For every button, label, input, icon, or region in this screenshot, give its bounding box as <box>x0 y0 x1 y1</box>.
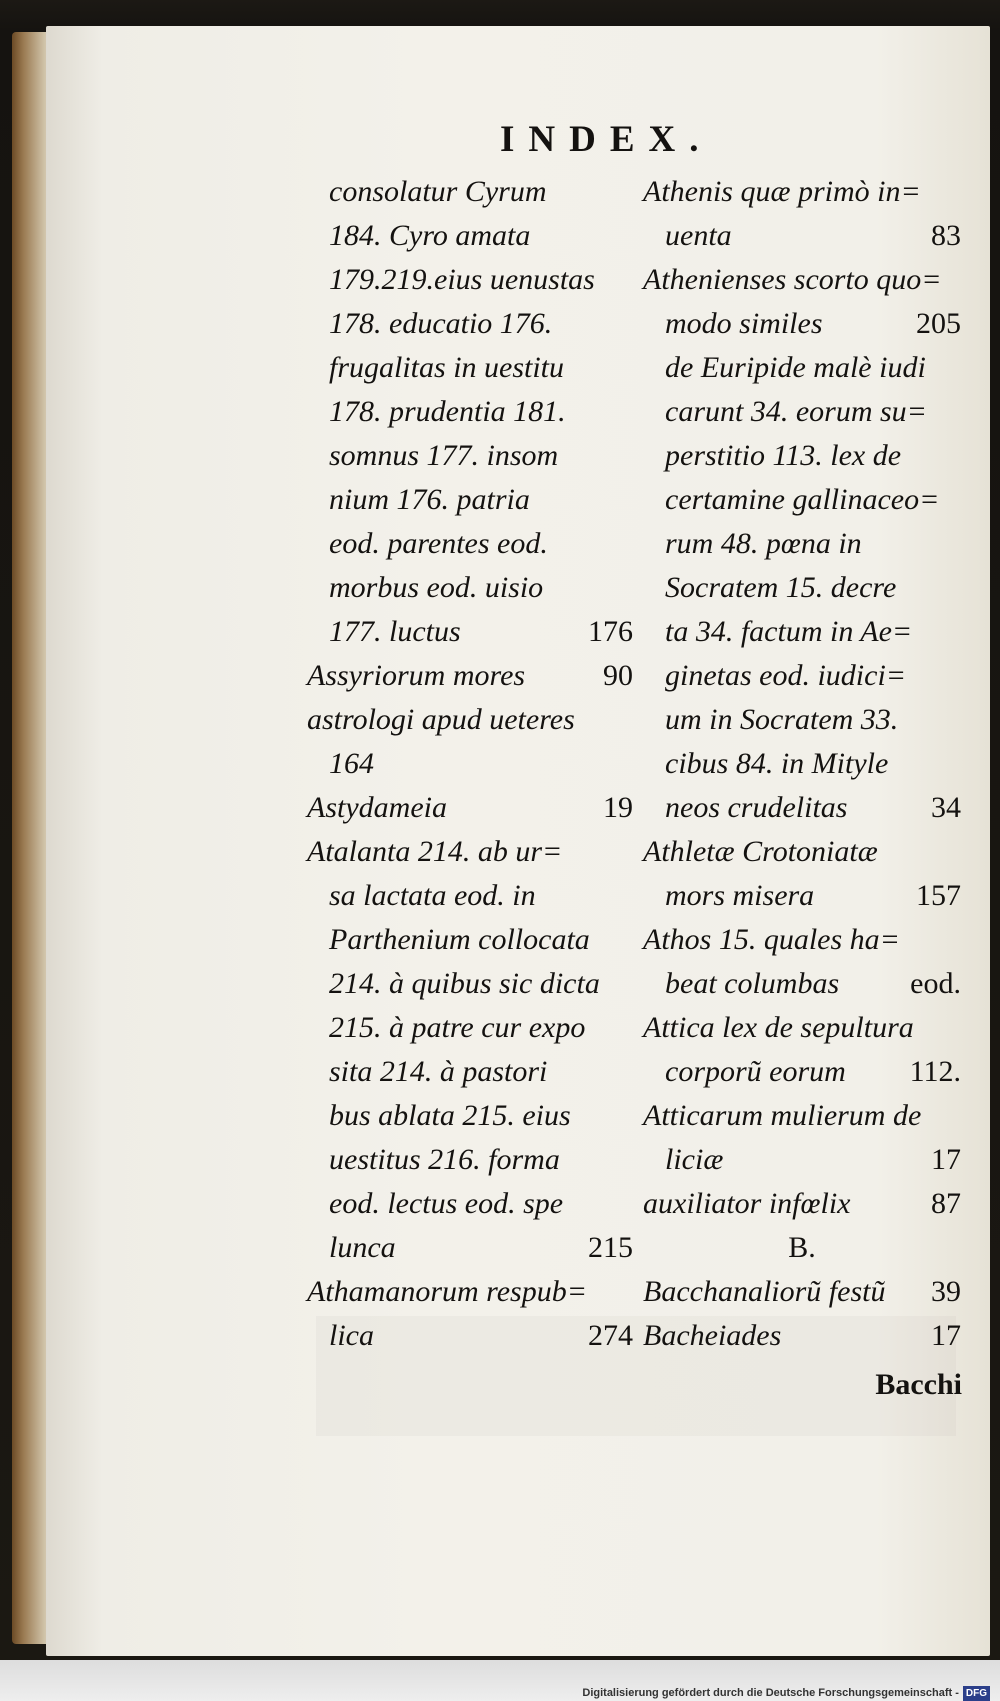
index-page-number: 17 <box>931 1319 961 1352</box>
index-entry-text: beat columbas <box>665 967 840 1000</box>
index-entry-text: auxiliator infœlix <box>643 1187 851 1220</box>
index-line <box>665 522 961 566</box>
index-line <box>665 478 961 522</box>
index-entry-text: eod. lectus eod. spe <box>329 1187 564 1220</box>
index-entry-text: Atalanta 214. ab ur= <box>307 835 563 868</box>
index-entry-text: 214. à quibus sic dicta <box>329 967 600 1000</box>
index-line <box>643 1314 961 1358</box>
index-page-number: 274 <box>588 1319 633 1352</box>
index-line <box>643 1094 961 1138</box>
index-entry-text: somnus 177. insom <box>329 439 559 472</box>
index-line <box>329 742 633 786</box>
index-entry-text: 184. Cyro amata <box>329 219 531 252</box>
footer-text: Digitalisierung gefördert durch die Deutsche Forschungsgemeinschaft - <box>582 1687 959 1699</box>
index-line <box>665 1050 961 1094</box>
index-entry-text: 215. à patre cur expo <box>329 1011 586 1044</box>
index-line <box>665 698 961 742</box>
index-entry-text: 179.219.eius uenustas <box>329 263 595 296</box>
index-line <box>665 1138 961 1182</box>
index-line <box>329 478 633 522</box>
index-entry-text: modo similes <box>665 307 823 340</box>
index-line <box>665 434 961 478</box>
index-page-number: 83 <box>931 219 961 252</box>
index-entry-text: Athamanorum respub= <box>307 1275 587 1308</box>
index-entry-text: liciæ <box>665 1143 724 1176</box>
index-entry-text: Athenis quæ primò in= <box>643 175 921 208</box>
index-line <box>307 654 633 698</box>
index-line <box>665 742 961 786</box>
index-line <box>307 786 633 830</box>
index-entry-text: Atticarum mulierum de <box>643 1099 922 1132</box>
left-column <box>307 170 633 1358</box>
index-entry-text: consolatur Cyrum <box>329 175 547 208</box>
index-entry-text: perstitio 113. lex de <box>665 439 902 472</box>
index-line <box>329 1314 633 1358</box>
index-line <box>329 874 633 918</box>
index-line <box>665 302 961 346</box>
index-entry-text: de Euripide malè iudi <box>665 351 926 384</box>
index-entry-text: uenta <box>665 219 732 252</box>
index-entry-text: Socratem 15. decre <box>665 571 897 604</box>
index-entry-text: Athenienses scorto quo= <box>643 263 942 296</box>
index-line <box>329 302 633 346</box>
index-page-number: 176 <box>588 615 633 648</box>
index-line <box>665 610 961 654</box>
index-entry-text: Athos 15. quales ha= <box>643 923 900 956</box>
index-entry-text: sita 214. à pastori <box>329 1055 548 1088</box>
index-page-number: 90 <box>603 659 633 692</box>
index-entry-text: B. <box>788 1231 816 1264</box>
index-page-number: 112. <box>909 1055 961 1088</box>
index-line <box>329 962 633 1006</box>
index-line <box>329 170 633 214</box>
catchword: Bacchi <box>875 1368 962 1401</box>
index-line <box>643 170 961 214</box>
index-page-number: 34 <box>931 791 961 824</box>
index-entry-text: Athletæ Crotoniatæ <box>643 835 878 868</box>
index-page-number: 39 <box>931 1275 961 1308</box>
index-line <box>329 566 633 610</box>
index-line <box>329 1050 633 1094</box>
index-line <box>307 698 633 742</box>
index-line <box>307 830 633 874</box>
index-line <box>643 1006 961 1050</box>
index-entry-text: lunca <box>329 1231 396 1264</box>
index-line <box>329 1094 633 1138</box>
index-entry-text: Attica lex de sepultura <box>643 1011 914 1044</box>
index-entry-text: ginetas eod. iudici= <box>665 659 907 692</box>
index-line <box>329 214 633 258</box>
index-line <box>665 874 961 918</box>
index-page-number: 215 <box>588 1231 633 1264</box>
index-entry-text: 177. luctus <box>329 615 461 648</box>
index-entry-text: 164 <box>329 747 374 780</box>
index-entry-text: Bacchanaliorũ festũ <box>643 1275 886 1308</box>
index-page-number: eod. <box>910 967 961 1000</box>
index-line <box>329 610 633 654</box>
index-entry-text: 178. educatio 176. <box>329 307 553 340</box>
index-entry-text: astrologi apud ueteres <box>307 703 575 736</box>
index-line <box>665 654 961 698</box>
index-entry-text: eod. parentes eod. <box>329 527 548 560</box>
index-entry-text: mors misera <box>665 879 815 912</box>
index-line <box>643 1182 961 1226</box>
dfg-logo: DFG <box>963 1686 990 1701</box>
index-line <box>329 390 633 434</box>
index-entry-text: corporũ eorum <box>665 1055 846 1088</box>
index-line <box>329 1226 633 1270</box>
index-entry-text: sa lactata eod. in <box>329 879 536 912</box>
index-entry-text: certamine gallinaceo= <box>665 483 940 516</box>
index-entry-text: Astydameia <box>307 791 447 824</box>
index-entry-text: Parthenium collocata <box>329 923 590 956</box>
index-line <box>329 522 633 566</box>
index-entry-text: neos crudelitas <box>665 791 848 824</box>
index-line <box>643 1226 961 1270</box>
index-entry-text: uestitus 216. forma <box>329 1143 560 1176</box>
page-title: INDEX. <box>500 119 713 160</box>
index-line <box>329 346 633 390</box>
index-entry-text: cibus 84. in Mityle <box>665 747 889 780</box>
footer <box>0 1686 990 1701</box>
index-entry-text: Assyriorum mores <box>307 659 526 692</box>
index-entry-text: nium 176. patria <box>329 483 530 516</box>
index-entry-text: Bacheiades <box>643 1319 782 1352</box>
index-line <box>329 1182 633 1226</box>
index-entry-text: lica <box>329 1319 374 1352</box>
index-entry-text: rum 48. pœna in <box>665 527 862 560</box>
index-line <box>329 918 633 962</box>
index-line <box>643 830 961 874</box>
index-page-number: 87 <box>931 1187 961 1220</box>
index-entry-text: ta 34. factum in Ae= <box>665 615 913 648</box>
index-entry-text: frugalitas in uestitu <box>329 351 565 384</box>
index-page-number: 205 <box>916 307 961 340</box>
index-line <box>665 346 961 390</box>
index-entry-text: morbus eod. uisio <box>329 571 544 604</box>
index-entry-text: bus ablata 215. eius <box>329 1099 571 1132</box>
index-line <box>643 258 961 302</box>
index-line <box>643 1270 961 1314</box>
index-line <box>665 214 961 258</box>
index-line <box>329 1006 633 1050</box>
index-page-number: 157 <box>916 879 961 912</box>
index-line <box>643 918 961 962</box>
index-entry-text: um in Socratem 33. <box>665 703 899 736</box>
right-column <box>643 170 961 1358</box>
index-line <box>307 1270 633 1314</box>
index-line <box>329 258 633 302</box>
index-line <box>329 434 633 478</box>
index-line <box>665 962 961 1006</box>
index-line <box>329 1138 633 1182</box>
index-entry-text: carunt 34. eorum su= <box>665 395 927 428</box>
index-page-number: 19 <box>603 791 633 824</box>
index-entry-text: 178. prudentia 181. <box>329 395 566 428</box>
index-line <box>665 566 961 610</box>
index-line <box>665 390 961 434</box>
index-page-number: 17 <box>931 1143 961 1176</box>
index-line <box>665 786 961 830</box>
